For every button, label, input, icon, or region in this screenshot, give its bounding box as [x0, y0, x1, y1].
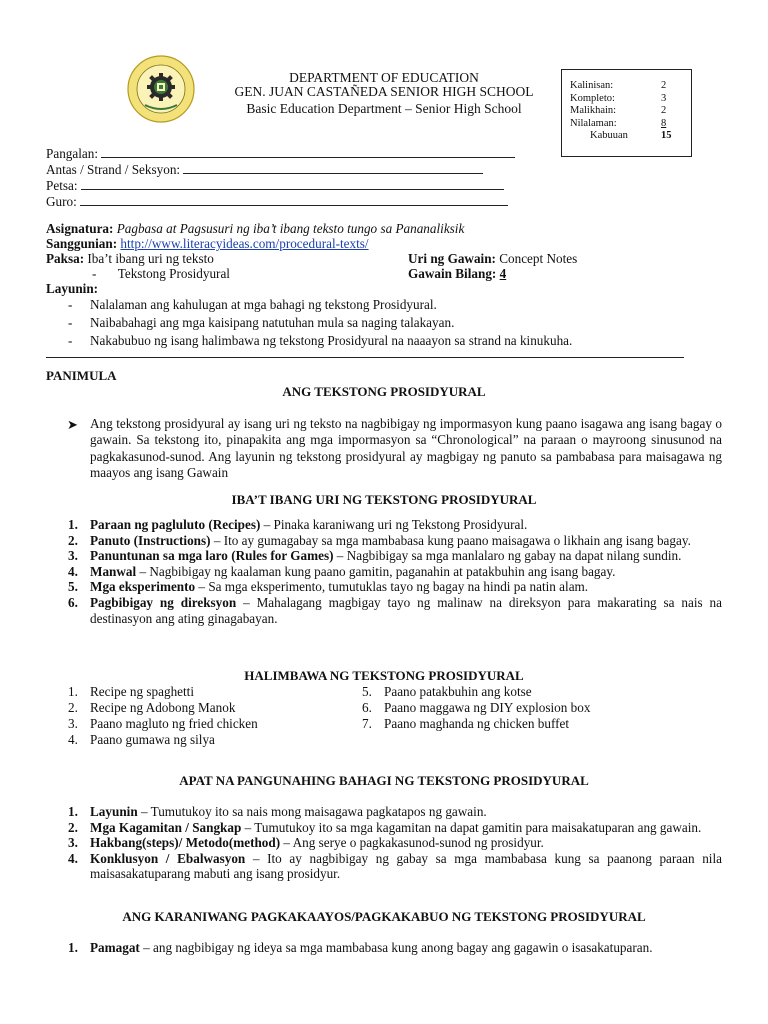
department-title: DEPARTMENT OF EDUCATION: [289, 70, 479, 85]
teacher-field[interactable]: Guro:: [46, 193, 508, 210]
intro-title: ANG TEKSTONG PROSIDYURAL: [282, 384, 486, 399]
list-item: 5. Mga eksperimento – Sa mga eksperimento, tumutuklas tayo ng bagay na hindi pa natin alam.: [68, 579, 589, 595]
list-item: 7. Paano maghanda ng chicken buffet: [362, 716, 570, 731]
source-line: Sanggunian: http://www.literacyideas.com/procedural-texts/: [46, 236, 369, 251]
objective-item: Nakabubuo ng isang halimbawa ng tekstong Prosidyural na naaayon sa strand na kinukuha.: [90, 333, 573, 348]
list-item: 6. Pagbibigay ng direksyon – Mahalagang magbigay tayo ng malinaw na direksyon para makarating sa nais na destinasyon ang ating ginagabayan.: [68, 594, 722, 626]
score-row-kompleto: Kompleto: 3: [570, 92, 667, 104]
parts-title: APAT NA PANGUNAHING BAHAGI NG TEKSTONG PROSIDYURAL: [179, 773, 589, 788]
types-title: IBA’T IBANG URI NG TEKSTONG PROSIDYURAL: [231, 492, 537, 507]
name-field[interactable]: Pangalan:: [46, 145, 515, 162]
structure-list: [68, 940, 678, 956]
list-item: 1. Paraan ng pagluluto (Recipes) – Pinaka karaniwang uri ng Tekstong Prosidyural.: [68, 517, 528, 532]
list-item: 2. Recipe ng Adobong Manok: [68, 700, 236, 715]
list-item: 1. Layunin – Tumutukoy ito sa nais mong maisagawa pagkatapos ng gawain.: [68, 804, 487, 819]
activity-type-line: Uri ng Gawain: Concept Notes: [408, 251, 578, 266]
program-name: Basic Education Department – Senior High School: [246, 101, 522, 116]
list-item: 2. Panuto (Instructions) – Ito ay gumagabay sa mga mambabasa kung paano maisagawa o likhain ang isang bagay.: [68, 532, 691, 548]
source-link[interactable]: http://www.literacyideas.com/procedural-texts/: [120, 236, 369, 251]
school-name: GEN. JUAN CASTAÑEDA SENIOR HIGH SCHOOL: [234, 84, 534, 99]
objective-bullet: -: [68, 333, 73, 348]
list-item: 1. Pamagat – ang nagbibigay ng ideya sa mga mambabasa kung anong bagay ang gagawin o isasakatuparan.: [68, 940, 653, 955]
intro-paragraph: Ang tekstong prosidyural ay isang uri ng teksto na nagbibigay ng impormasyon kung paano isagawa ang isang bagay o gawain. Sa tekstong ito, pinapakita ang mga impormasyon sa “Chronological” na paraan o mayroong sinusunod na pagkakasunod-sunod. Ang layunin ng tekstong prosidyural ay magbigay ng panuto sa pambabasa para maisagawa ng maayos ang isang Gawain: [90, 416, 722, 480]
topic-line: Paksa: Iba’t ibang uri ng teksto: [46, 251, 214, 266]
objective-item: Naibabahagi ang mga kaisipang natutuhan mula sa naging talakayan.: [90, 315, 455, 330]
objective-bullet: -: [68, 315, 73, 330]
score-row-kabuuan: Kabuuan 15: [590, 130, 672, 141]
examples-left-column: [68, 684, 258, 748]
list-item: 4. Manwal – Nagbibigay ng kaalaman kung paano gamitin, paganahin at patakbuhin ang isang bagay.: [68, 563, 616, 579]
types-list: [68, 517, 722, 626]
list-item: 5. Paano patakbuhin ang kotse: [362, 684, 532, 699]
objective-item: Nalalaman ang kahulugan at mga bahagi ng tekstong Prosidyural.: [90, 297, 437, 312]
list-item: 1. Recipe ng spaghetti: [68, 684, 195, 699]
topic-sub-line: - Tekstong Prosidyural: [92, 266, 230, 281]
structure-title: ANG KARANIWANG PAGKAKAAYOS/PAGKAKABUO NG TEKSTONG PROSIDYURAL: [122, 909, 646, 924]
subject-line: Asignatura: Pagbasa at Pagsusuri ng iba’t ibang teksto tungo sa Pananaliksik: [46, 221, 465, 236]
list-item: 3. Hakbang(steps)/ Metodo(method) – Ang serye o pagkakasunod-sunod ng prosidyur.: [68, 835, 544, 851]
list-item: 4. Paano gumawa ng silya: [68, 732, 215, 747]
score-row-nilalaman: Nilalaman: 8: [570, 117, 667, 129]
objectives-label: Layunin:: [46, 281, 99, 296]
grade-strand-section-field[interactable]: Antas / Strand / Seksyon:: [46, 161, 483, 178]
arrow-bullet-icon: ➤: [67, 417, 79, 432]
list-item: 3. Panuntunan sa mga laro (Rules for Games) – Nagbibigay sa mga manlalaro ng gabay na dapat nilang sundin.: [68, 548, 682, 564]
intro-label: PANIMULA: [46, 368, 117, 383]
examples-right-column: [362, 684, 590, 732]
date-field[interactable]: Petsa:: [46, 177, 504, 194]
list-item: 4. Konklusyon / Ebalwasyon – Ito ay nagbibigay ng gabay sa mga mambabasa kung sa paanong paraan nila maisasakatuparang mabuti ang isang prosidyur.: [68, 850, 722, 882]
score-box: [561, 69, 692, 157]
examples-title: HALIMBAWA NG TEKSTONG PROSIDYURAL: [244, 668, 524, 683]
divider: [46, 357, 684, 358]
objective-bullet: -: [68, 297, 73, 312]
activity-number-line: Gawain Bilang: 4: [408, 266, 507, 281]
list-item: 6. Paano maggawa ng DIY explosion box: [362, 700, 591, 715]
list-item: 2. Mga Kagamitan / Sangkap – Tumutukoy ito sa mga kagamitan na dapat gamitin para maisakatuparan ang gawain.: [68, 819, 702, 835]
parts-list: [68, 804, 722, 882]
score-row-malikhain: Malikhain: 2: [570, 105, 667, 116]
score-row-kalinisan: Kalinisan: 2: [570, 80, 667, 91]
list-item: 3. Paano magluto ng fried chicken: [68, 716, 258, 731]
